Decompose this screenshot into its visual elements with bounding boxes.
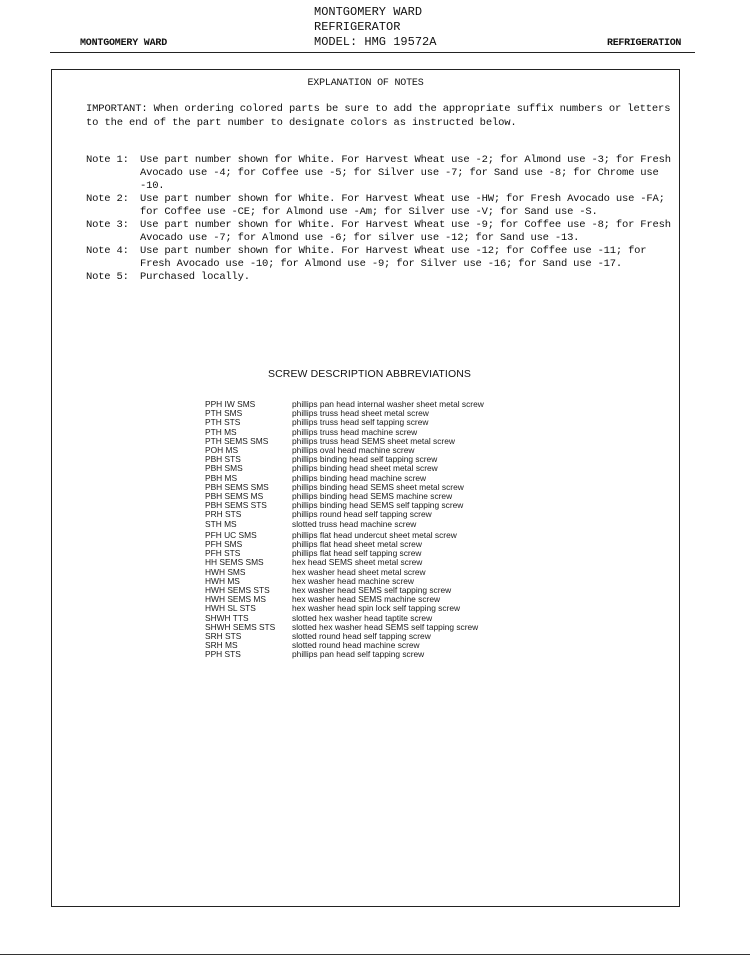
abbreviation-code: STH MS (205, 518, 237, 529)
abbreviation-description: phillips pan head internal washer sheet metal screw (292, 399, 484, 409)
note-label: Note 5: (86, 271, 129, 283)
header-brand: MONTGOMERY WARD (80, 38, 168, 49)
notes-panel (51, 69, 680, 907)
abbreviation-code: PBH SMS (205, 463, 243, 474)
header-divider (50, 52, 695, 53)
abbreviation-description: phillips binding head SEMS self tapping screw (292, 500, 464, 511)
abbreviation-description: hex head SEMS sheet metal screw (292, 557, 423, 568)
abbreviation-row (205, 520, 484, 529)
abbreviations-title: SCREW DESCRIPTION ABBREVIATIONS (267, 368, 472, 380)
note-text: Purchased locally. (140, 271, 250, 283)
abbreviation-code: HWH SEMS STS (205, 585, 270, 596)
important-notice: IMPORTANT: When ordering colored parts be sure to add the appropriate suffix numbers or letters to the end of the part number to designate colors as instructed below. (86, 103, 671, 129)
note-label: Note 1: (86, 154, 129, 166)
note-item (86, 154, 681, 193)
abbreviation-description: slotted truss head machine screw (292, 518, 417, 529)
abbreviation-code: SRH STS (205, 631, 242, 642)
abbreviation-code: HWH SL STS (205, 603, 256, 614)
abbreviation-description: phillips binding head sheet metal screw (292, 463, 438, 474)
abbreviation-code: PBH SEMS MS (205, 491, 264, 502)
abbreviation-description: phillips truss head SEMS sheet metal screw (292, 435, 455, 446)
abbreviation-description: hex washer head spin lock self tapping screw (292, 603, 461, 614)
abbreviation-code: PBH STS (205, 454, 241, 465)
note-text: Use part number shown for White. For Harvest Wheat use -12; for Coffee use -11; for Fresh Avocado use -10; for Almond use -9; for Silver use -16; for Sand use -17. (140, 245, 647, 270)
abbreviation-code: POH MS (205, 445, 239, 456)
abbreviation-description: slotted hex washer head taptite screw (292, 612, 433, 623)
abbreviation-description: phillips truss head self tapping screw (292, 417, 429, 428)
notes-list (86, 154, 681, 284)
heading-model: MODEL: HMG 19572A (314, 35, 437, 49)
abbreviation-description: phillips flat head undercut sheet metal screw (292, 529, 457, 540)
abbreviation-code: PFH SMS (205, 539, 243, 550)
abbreviation-description: phillips binding head SEMS sheet metal screw (292, 481, 464, 492)
heading-product: REFRIGERATOR (314, 20, 401, 34)
note-text: Use part number shown for White. For Harvest Wheat use -HW; for Fresh Avocado use -FA; for Coffee use -CE; for Almond use -Am; for Silver use -V; for Sand use -S. (140, 193, 665, 218)
abbreviation-description: phillips flat head sheet metal screw (292, 539, 422, 550)
document-heading (314, 5, 436, 50)
abbreviation-description: slotted hex washer head SEMS self tapping screw (292, 621, 479, 632)
abbreviation-code: HH SEMS SMS (205, 557, 264, 568)
abbreviation-code: PFH UC SMS (205, 529, 257, 540)
abbreviation-code: PPH IW SMS (205, 399, 256, 409)
abbreviations-table (205, 400, 484, 660)
abbreviation-code: PPH STS (205, 649, 241, 660)
heading-manufacturer: MONTGOMERY WARD (314, 5, 423, 19)
abbreviation-description: phillips binding head self tapping screw (292, 454, 438, 465)
note-label: Note 4: (86, 245, 129, 257)
abbreviation-code: HWH MS (205, 575, 240, 586)
abbreviation-description: phillips truss head machine screw (292, 426, 418, 437)
abbreviation-code: PTH STS (205, 417, 241, 428)
abbreviation-description: phillips pan head self tapping screw (292, 649, 425, 660)
abbreviation-description: slotted round head self tapping screw (292, 631, 431, 642)
abbreviation-code: PRH STS (205, 509, 242, 520)
footer-divider (0, 954, 750, 955)
abbreviation-description: phillips round head self tapping screw (292, 509, 432, 520)
abbreviation-description: phillips truss head sheet metal screw (292, 408, 429, 419)
abbreviation-description: hex washer head SEMS machine screw (292, 594, 441, 605)
abbreviation-code: PTH SEMS SMS (205, 435, 269, 446)
note-label: Note 3: (86, 219, 129, 231)
abbreviation-code: PTH SMS (205, 408, 243, 419)
note-text: Use part number shown for White. For Harvest Wheat use -9; for Coffee use -8; for Fresh Avocado use -7; for Almond use -6; for silver use -12; for Sand use -13. (140, 219, 671, 244)
note-item (86, 271, 681, 284)
abbreviation-code: PTH MS (205, 426, 237, 437)
note-item (86, 219, 681, 245)
abbreviation-code: SRH MS (205, 640, 238, 651)
abbreviation-code: HWH SMS (205, 566, 246, 577)
abbreviation-code: HWH SEMS MS (205, 594, 266, 605)
abbreviation-description: hex washer head machine screw (292, 575, 414, 586)
abbreviation-description: hex washer head sheet metal screw (292, 566, 426, 577)
abbreviation-code: PBH SEMS STS (205, 500, 267, 511)
abbreviation-description: phillips flat head self tapping screw (292, 548, 422, 559)
abbreviation-description: hex washer head SEMS self tapping screw (292, 585, 452, 596)
abbreviation-description: phillips binding head machine screw (292, 472, 427, 483)
abbreviation-code: PBH SEMS SMS (205, 481, 269, 492)
abbreviation-code: PBH MS (205, 472, 238, 483)
abbreviation-row (205, 650, 484, 659)
abbreviation-code: PFH STS (205, 548, 241, 559)
abbreviation-description: slotted round head machine screw (292, 640, 420, 651)
explanation-title: EXPLANATION OF NOTES (307, 78, 424, 89)
header-department: REFRIGERATION (607, 38, 682, 49)
abbreviation-description: phillips oval head machine screw (292, 445, 415, 456)
abbreviation-code: SHWH SEMS STS (205, 621, 276, 632)
note-text: Use part number shown for White. For Harvest Wheat use -2; for Almond use -3; for Fresh Avocado use -4; for Coffee use -5; for Silver use -7; for Sand use -8; for Chrome use -10. (140, 154, 671, 192)
note-item (86, 245, 681, 271)
abbreviation-description: phillips binding head SEMS machine screw (292, 491, 453, 502)
abbreviation-code: SHWH TTS (205, 612, 249, 623)
note-item (86, 193, 681, 219)
note-label: Note 2: (86, 193, 129, 205)
